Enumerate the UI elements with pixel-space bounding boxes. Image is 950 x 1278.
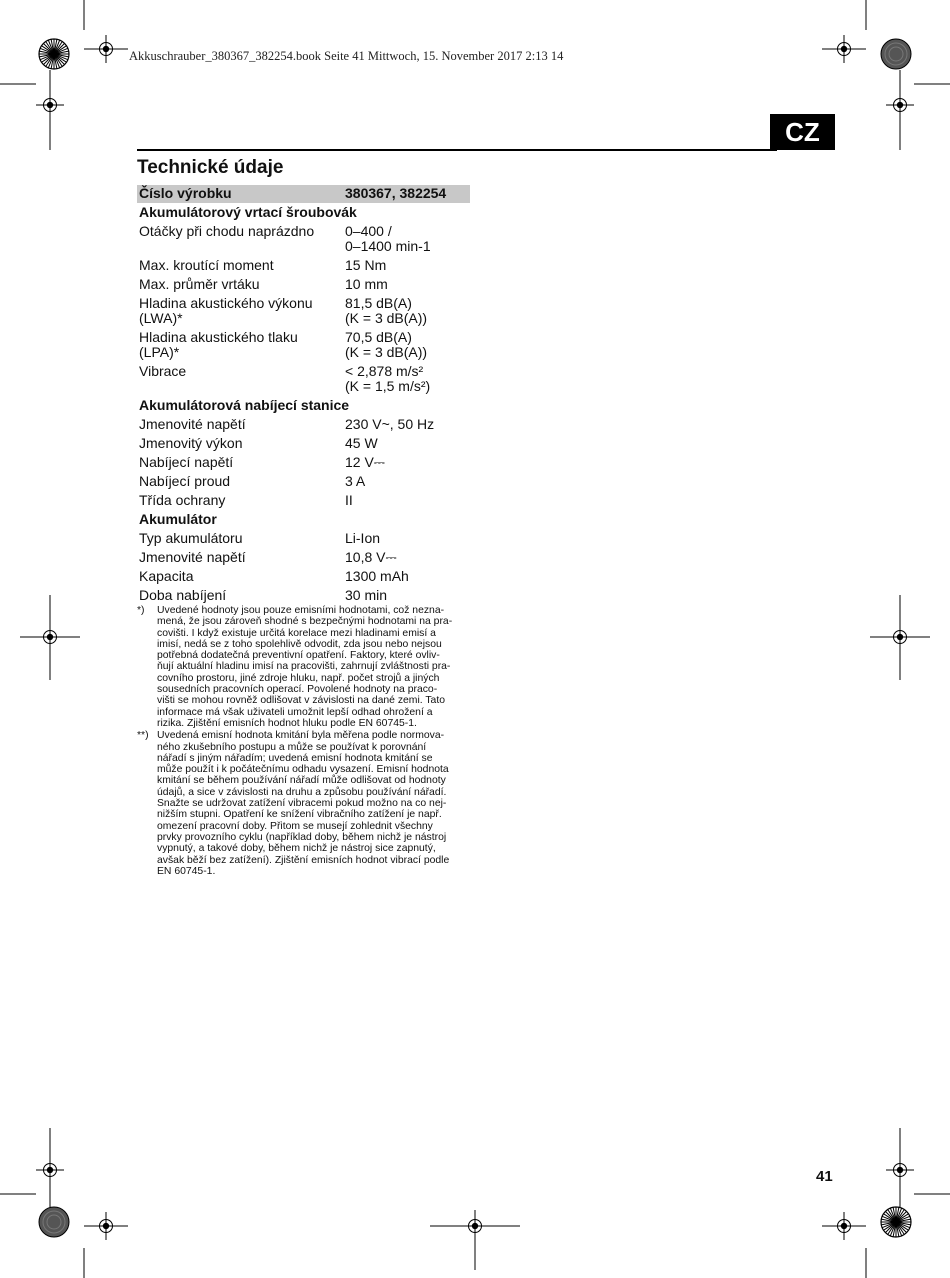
footnote-marker: **) bbox=[137, 730, 149, 742]
spec-value bbox=[345, 362, 470, 396]
page-title: Technické údaje bbox=[137, 157, 284, 178]
spec-label-line: Otáčky při chodu naprázdno bbox=[139, 223, 315, 239]
footnote-line: imisí, nedá se z toho spolehlivě odvodit, zda jsou nebo nejsou bbox=[157, 638, 442, 650]
spec-label bbox=[137, 586, 345, 605]
spec-value bbox=[345, 275, 470, 294]
spec-label-line: Jmenovitý výkon bbox=[139, 435, 243, 451]
spec-value-line: 0–400 / bbox=[345, 223, 392, 239]
spec-value-line: 0–1400 min-1 bbox=[345, 238, 431, 254]
header-rule bbox=[137, 149, 777, 151]
spec-row bbox=[137, 275, 470, 294]
footnote-line: kmitání se během používání nářadí může odlišovat od hodnoty bbox=[157, 775, 446, 787]
footnote-line: ňují aktuální hladinu imisí na pracovišti, zahrnují zvláštnosti pra- bbox=[157, 661, 451, 673]
spec-value bbox=[345, 328, 470, 362]
footnote-line: prvky provozního cyklu (například doby, během nichž je nástroj bbox=[157, 831, 447, 843]
spec-label bbox=[137, 294, 345, 328]
spec-header-value: 380367, 382254 bbox=[345, 185, 447, 201]
footnote-line: covního prostoru, jiné zdroje hluku, např. počet strojů a jiných bbox=[157, 672, 440, 684]
spec-label-line: Nabíjecí napětí bbox=[139, 454, 234, 470]
spec-row bbox=[137, 586, 470, 605]
footnote-line: Uvedené hodnoty jsou pouze emisními hodnotami, což nezna- bbox=[157, 605, 445, 616]
spec-value bbox=[345, 256, 470, 275]
footnote-line: mená, že jsou zároveň shodné s bezpečnými hodnotami na pra- bbox=[157, 616, 453, 628]
footnote-text bbox=[157, 605, 470, 729]
spec-label bbox=[137, 567, 345, 586]
spec-value bbox=[345, 453, 470, 472]
spec-label-line: Kapacita bbox=[139, 568, 194, 584]
spec-value bbox=[345, 567, 470, 586]
spec-row bbox=[137, 415, 470, 434]
footnote bbox=[137, 730, 470, 877]
spec-value bbox=[345, 472, 470, 491]
spec-value-line: 230 V~, 50 Hz bbox=[345, 416, 435, 432]
footnote-line: nižším stupni. Opatření ke snížení vibračního zatížení je např. bbox=[157, 809, 442, 821]
spec-value bbox=[345, 491, 470, 510]
spec-value bbox=[345, 548, 470, 567]
footnote-line: višti se mohou rovněž odlišovat v závislosti na dané zemi. Tato bbox=[157, 695, 445, 707]
spec-label bbox=[137, 491, 345, 510]
spec-label-line: Vibrace bbox=[139, 363, 187, 379]
footnote-line: sousedních pracovních operací. Povolené hodnoty na praco- bbox=[157, 684, 438, 696]
footnote-line: Uvedená emisní hodnota kmitání byla měřena podle normova- bbox=[157, 730, 445, 742]
footnote-text bbox=[157, 730, 470, 877]
spec-body bbox=[137, 203, 470, 605]
spec-label-line: Hladina akustického tlaku bbox=[139, 329, 298, 345]
spec-label bbox=[137, 548, 345, 567]
spec-row bbox=[137, 491, 470, 510]
footnote-line: EN 60745-1. bbox=[157, 865, 216, 877]
footnote-line: rizika. Zjištění emisních hodnot hluku podle EN 60745-1. bbox=[157, 717, 417, 729]
print-header: Akkuschrauber_380367_382254.book Seite 41 Mittwoch, 15. November 2017 2:13 14 bbox=[129, 49, 564, 63]
spec-label bbox=[137, 362, 345, 396]
spec-value-line: (K = 3 dB(A)) bbox=[345, 344, 428, 360]
language-badge: CZ bbox=[770, 114, 835, 150]
footnote-line: Snažte se udržovat zatížení vibracemi pokud možno na co nej- bbox=[157, 798, 447, 810]
spec-row bbox=[137, 453, 470, 472]
footnote-line: informace má však uživateli umožnit lepší odhad ohrožení a bbox=[157, 706, 433, 718]
spec-value-line: 81,5 dB(A) bbox=[345, 295, 412, 311]
spec-value-line: < 2,878 m/s² bbox=[345, 363, 424, 379]
spec-row bbox=[137, 548, 470, 567]
spec-header-row bbox=[137, 185, 470, 203]
spec-row bbox=[137, 434, 470, 453]
spec-label-line: Třída ochrany bbox=[139, 492, 226, 508]
spec-value bbox=[345, 222, 470, 256]
spec-section-title: Akumulátorový vrtací šroubovák bbox=[139, 204, 357, 220]
footnote bbox=[137, 605, 470, 729]
spec-label bbox=[137, 472, 345, 491]
spec-label bbox=[137, 529, 345, 548]
spec-value-line: 45 W bbox=[345, 435, 378, 451]
spec-header-label: Číslo výrobku bbox=[139, 185, 232, 201]
spec-row bbox=[137, 529, 470, 548]
footnote-line: může použít i k počátečnímu odhadu vysazení. Emisní hodnota bbox=[157, 764, 449, 776]
spec-value-line: 10 mm bbox=[345, 276, 388, 292]
spec-value-line: (K = 3 dB(A)) bbox=[345, 310, 428, 326]
spec-label-line: Jmenovité napětí bbox=[139, 416, 246, 432]
footnote-marker: *) bbox=[137, 605, 145, 616]
spec-value-line: 1300 mAh bbox=[345, 568, 409, 584]
spec-section-title: Akumulátorová nabíjecí stanice bbox=[139, 397, 350, 413]
spec-label bbox=[137, 256, 345, 275]
spec-label bbox=[137, 222, 345, 256]
spec-value-line: 70,5 dB(A) bbox=[345, 329, 412, 345]
footnote-line: avšak běží bez zatížení). Zjištění emisních hodnot vibrací podle bbox=[157, 854, 450, 866]
spec-label bbox=[137, 415, 345, 434]
spec-label-line: Hladina akustického výkonu bbox=[139, 295, 313, 311]
spec-label-line: Nabíjecí proud bbox=[139, 473, 231, 489]
spec-row bbox=[137, 472, 470, 491]
spec-label bbox=[137, 275, 345, 294]
spec-section-title: Akumulátor bbox=[139, 511, 217, 527]
spec-label bbox=[137, 328, 345, 362]
spec-value bbox=[345, 586, 470, 605]
footnote-line: vypnutý, a takové doby, během nichž je nástroj sice zapnutý, bbox=[157, 843, 436, 855]
spec-value-line: 10,8 V⎓ bbox=[345, 549, 397, 565]
spec-label-line: Doba nabíjení bbox=[139, 587, 227, 603]
spec-row bbox=[137, 256, 470, 275]
spec-label-line: (LWA)* bbox=[139, 310, 183, 326]
spec-value-line: 12 V⎓ bbox=[345, 454, 385, 470]
spec-label-line: Max. kroutící moment bbox=[139, 257, 274, 273]
spec-value-line: (K = 1,5 m/s²) bbox=[345, 378, 431, 394]
footnote-line: údajů, a sice v závislosti na druhu a způsobu používání nářadí. bbox=[157, 786, 447, 798]
spec-row bbox=[137, 567, 470, 586]
spec-value-line: Li-Ion bbox=[345, 530, 381, 546]
spec-label-line: (LPA)* bbox=[139, 344, 180, 360]
spec-row bbox=[137, 222, 470, 256]
spec-value-line: 30 min bbox=[345, 587, 388, 603]
spec-label bbox=[137, 453, 345, 472]
spec-value bbox=[345, 294, 470, 328]
spec-table bbox=[137, 185, 470, 605]
spec-label-line: Max. průměr vrtáku bbox=[139, 276, 260, 292]
spec-value-line: 15 Nm bbox=[345, 257, 387, 273]
spec-label-line: Typ akumulátoru bbox=[139, 530, 243, 546]
spec-row bbox=[137, 328, 470, 362]
spec-value-line: 3 A bbox=[345, 473, 366, 489]
footnotes bbox=[137, 605, 470, 878]
footnote-line: ného zkušebního postupu a může se používat k porovnání bbox=[157, 741, 427, 753]
spec-row bbox=[137, 362, 470, 396]
spec-label-line: Jmenovité napětí bbox=[139, 549, 246, 565]
footnote-line: potřebná dodatečná preventivní opatření. Faktory, které ovliv- bbox=[157, 650, 440, 662]
spec-label bbox=[137, 434, 345, 453]
spec-row bbox=[137, 294, 470, 328]
spec-value-line: II bbox=[345, 492, 353, 508]
page-number: 41 bbox=[816, 1168, 833, 1185]
spec-value bbox=[345, 415, 470, 434]
spec-value bbox=[345, 529, 470, 548]
footnote-line: omezení pracovní doby. Přitom se musejí zohlednit všechny bbox=[157, 820, 433, 832]
footnote-line: nářadí s jiným nářadím; uvedená emisní hodnota kmitání se bbox=[157, 752, 433, 764]
footnote-line: covišti. I když existuje určitá korelace mezi hladinami emisí a bbox=[157, 627, 436, 639]
spec-value bbox=[345, 434, 470, 453]
